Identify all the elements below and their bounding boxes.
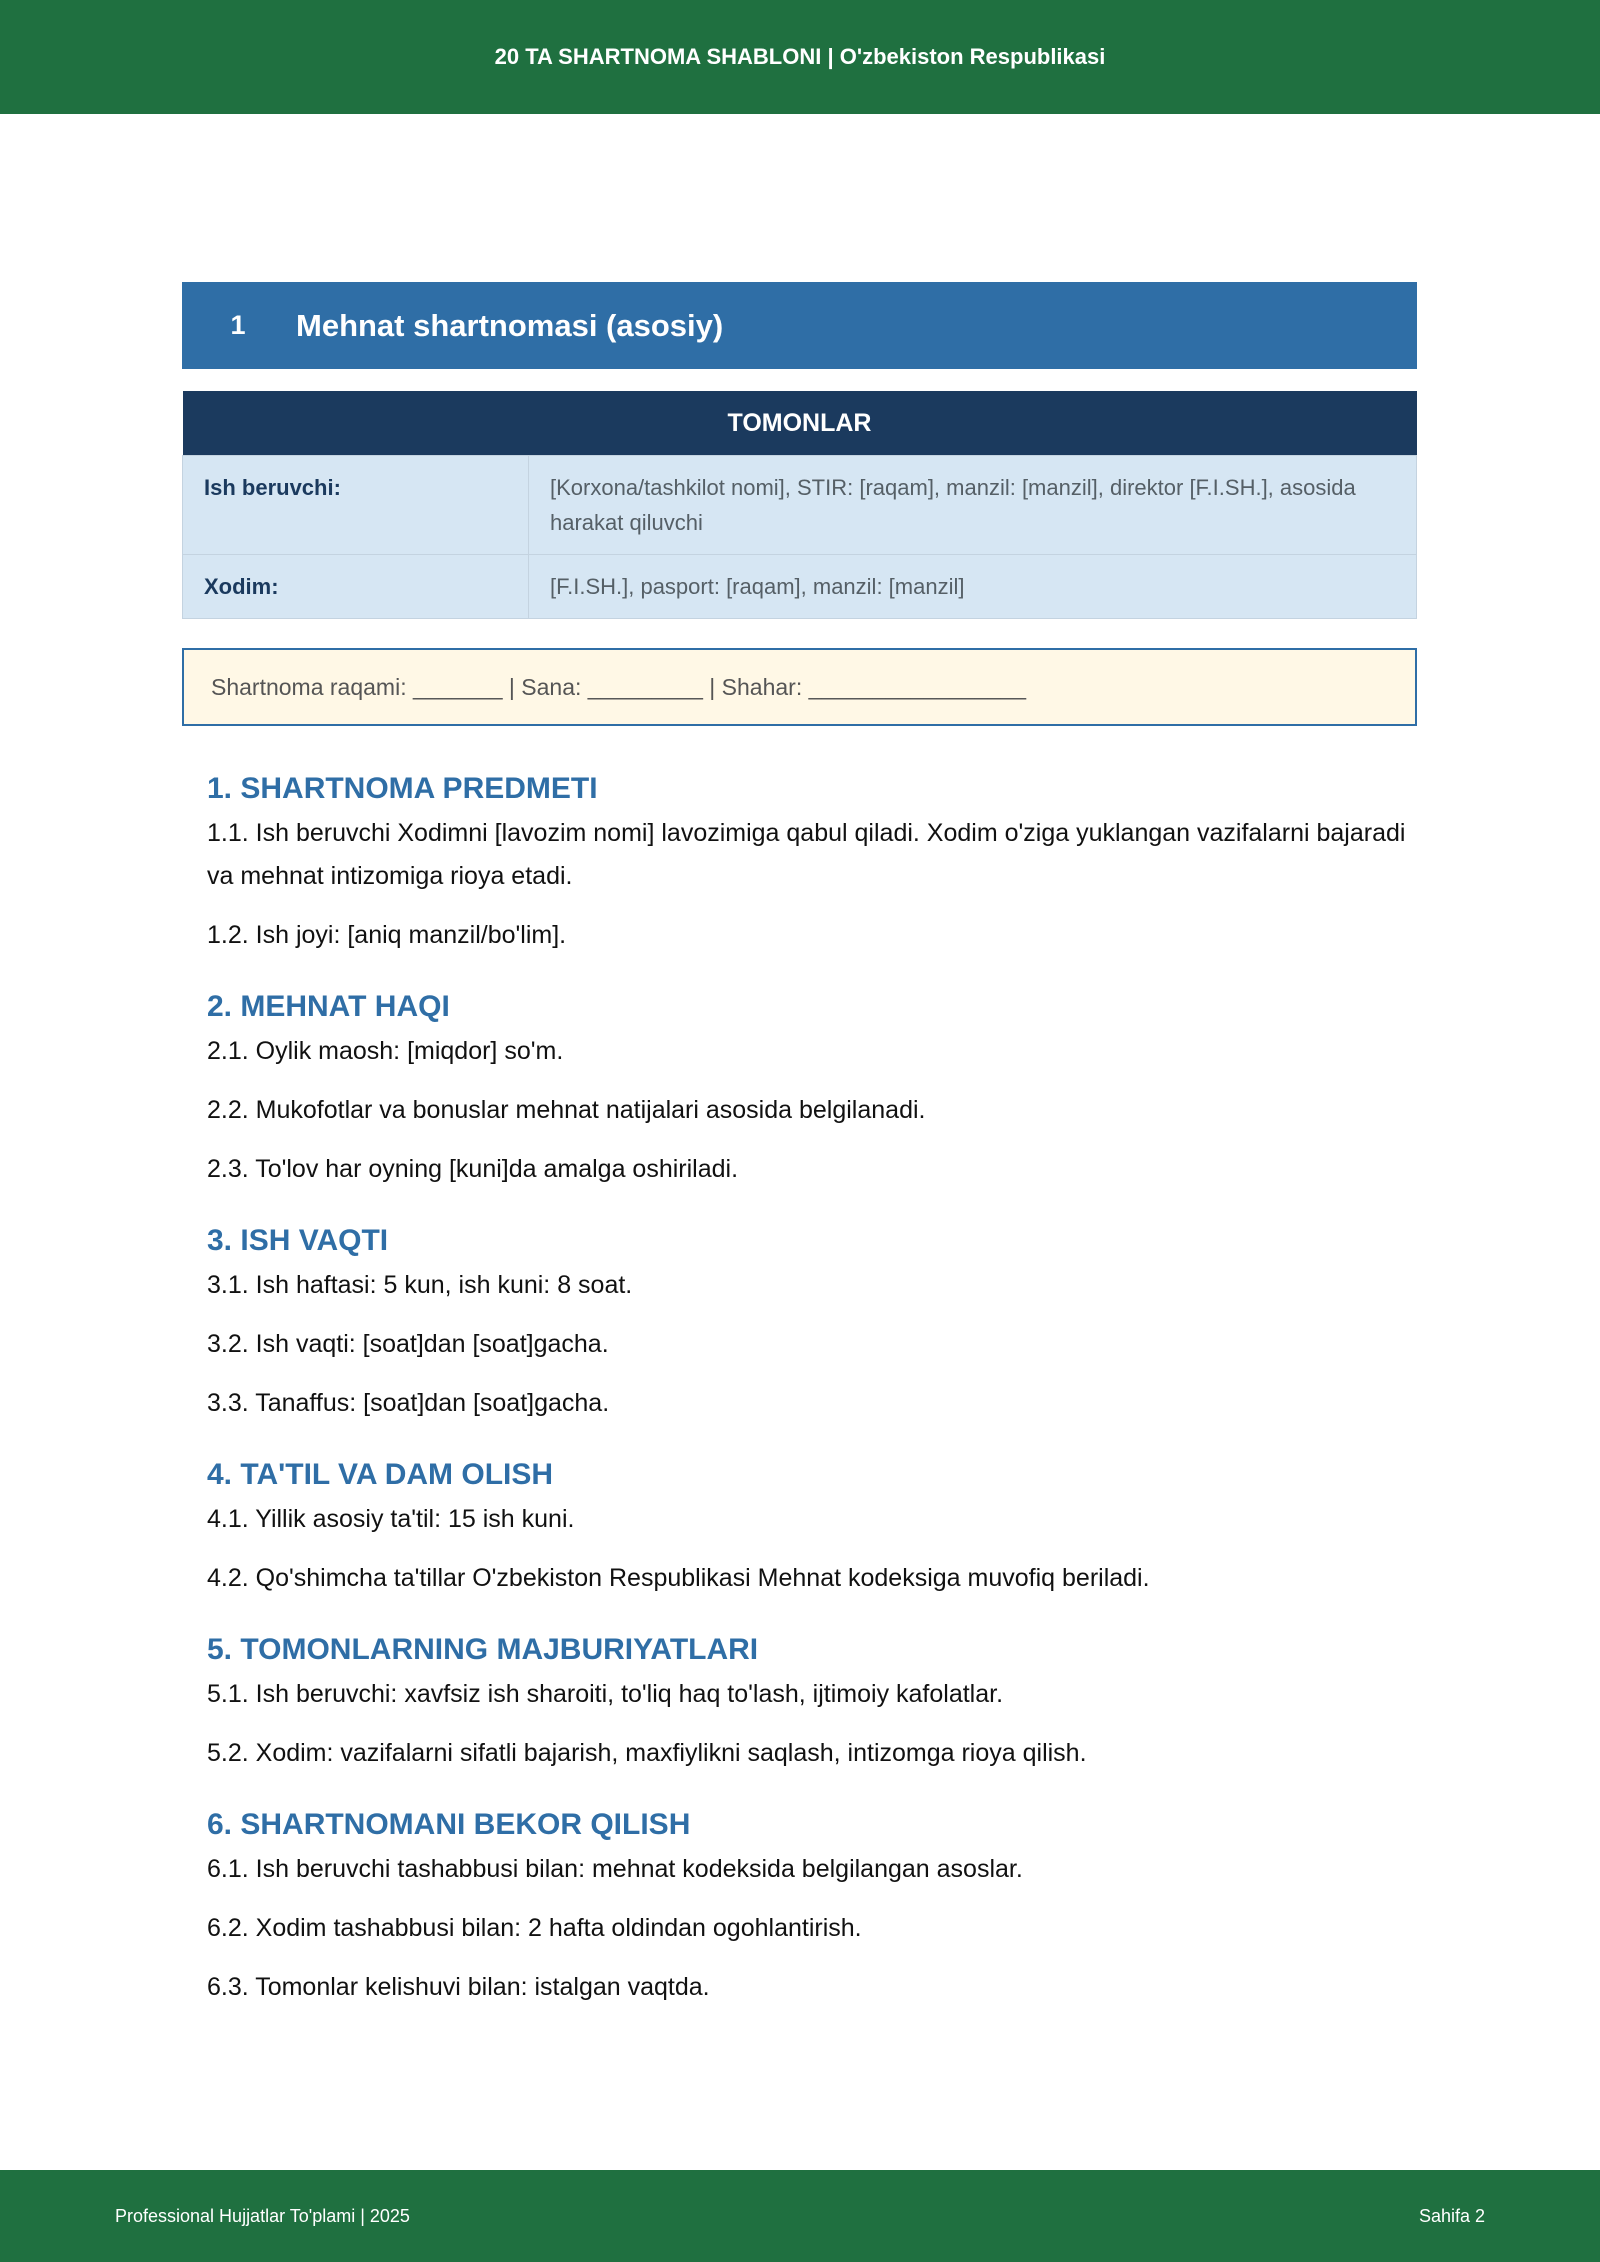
- section-title: 3. ISH VAQTI: [207, 1224, 389, 1257]
- clause: 1.1. Ish beruvchi Xodimni [lavozim nomi] lavozimiga qabul qiladi. Xodim o'ziga yuklangan vazifalarni bajaradi va mehnat intizomiga rioya etadi.: [207, 819, 1406, 890]
- clause: 3.2. Ish vaqti: [soat]dan [soat]gacha.: [207, 1330, 609, 1358]
- section-title: 6. SHARTNOMANI BEKOR QILISH: [207, 1808, 691, 1841]
- contract-number: 1: [230, 310, 246, 340]
- contract-body: [207, 766, 1407, 2036]
- clause: 1.2. Ish joyi: [aniq manzil/bo'lim].: [207, 921, 567, 949]
- section-subject: [207, 766, 1407, 957]
- clause: 3.1. Ish haftasi: 5 kun, ish kuni: 8 soat.: [207, 1271, 633, 1299]
- document-collection-title: 20 TA SHARTNOMA SHABLONI | O'zbekiston Respublikasi: [494, 44, 1106, 69]
- section-work-time: [207, 1218, 1407, 1425]
- clause: 2.2. Mukofotlar va bonuslar mehnat natijalari asosida belgilanadi.: [207, 1096, 926, 1124]
- contract-header: [182, 282, 1417, 369]
- section-title: 5. TOMONLARNING MAJBURIYATLARI: [207, 1633, 759, 1666]
- top-banner: [0, 0, 1600, 114]
- clause: 6.3. Tomonlar kelishuvi bilan: istalgan vaqtda.: [207, 1973, 710, 2001]
- clause: 4.1. Yillik asosiy ta'til: 15 ish kuni.: [207, 1505, 575, 1533]
- table-row: [183, 555, 1417, 619]
- section-vacation: [207, 1452, 1407, 1600]
- party-value-employee: [F.I.SH.], pasport: [raqam], manzil: [manzil]: [529, 555, 1417, 619]
- clause: 3.3. Tanaffus: [soat]dan [soat]gacha.: [207, 1389, 610, 1417]
- table-row: [183, 456, 1417, 555]
- clause: 5.2. Xodim: vazifalarni sifatli bajarish, maxfiylikni saqlash, intizomga rioya qilish.: [207, 1739, 1087, 1767]
- contract-title: Mehnat shartnomasi (asosiy): [296, 307, 724, 343]
- section-title: 2. MEHNAT HAQI: [207, 990, 450, 1023]
- section-termination: [207, 1802, 1407, 2009]
- clause: 5.1. Ish beruvchi: xavfsiz ish sharoiti, to'liq haq to'lash, ijtimoiy kafolatlar.: [207, 1680, 1004, 1708]
- footer-collection-label: Professional Hujjatlar To'plami | 2025: [115, 2206, 410, 2226]
- contract-meta-box: [182, 648, 1417, 726]
- clause: 6.2. Xodim tashabbusi bilan: 2 hafta oldindan ogohlantirish.: [207, 1914, 862, 1942]
- parties-table: [182, 391, 1417, 619]
- section-title: 4. TA'TIL VA DAM OLISH: [207, 1458, 554, 1491]
- clause: 2.1. Oylik maosh: [miqdor] so'm.: [207, 1037, 564, 1065]
- page-number: Sahifa 2: [1418, 2206, 1485, 2226]
- bottom-banner: [0, 2170, 1600, 2262]
- section-salary: [207, 984, 1407, 1191]
- clause: 6.1. Ish beruvchi tashabbusi bilan: mehnat kodeksida belgilangan asoslar.: [207, 1855, 1023, 1883]
- parties-heading: TOMONLAR: [183, 391, 1417, 456]
- section-title: 1. SHARTNOMA PREDMETI: [207, 772, 598, 805]
- party-label-employee: Xodim:: [183, 555, 529, 619]
- section-obligations: [207, 1627, 1407, 1775]
- party-value-employer: [Korxona/tashkilot nomi], STIR: [raqam], manzil: [manzil], direktor [F.I.SH.], asosida harakat qiluvchi: [529, 456, 1417, 555]
- clause: 2.3. To'lov har oyning [kuni]da amalga oshiriladi.: [207, 1155, 739, 1183]
- party-label-employer: Ish beruvchi:: [183, 456, 529, 555]
- contract-meta-line: Shartnoma raqami: _______ | Sana: _________ | Shahar: _________________: [211, 673, 1027, 700]
- clause: 4.2. Qo'shimcha ta'tillar O'zbekiston Respublikasi Mehnat kodeksiga muvofiq beriladi.: [207, 1564, 1150, 1592]
